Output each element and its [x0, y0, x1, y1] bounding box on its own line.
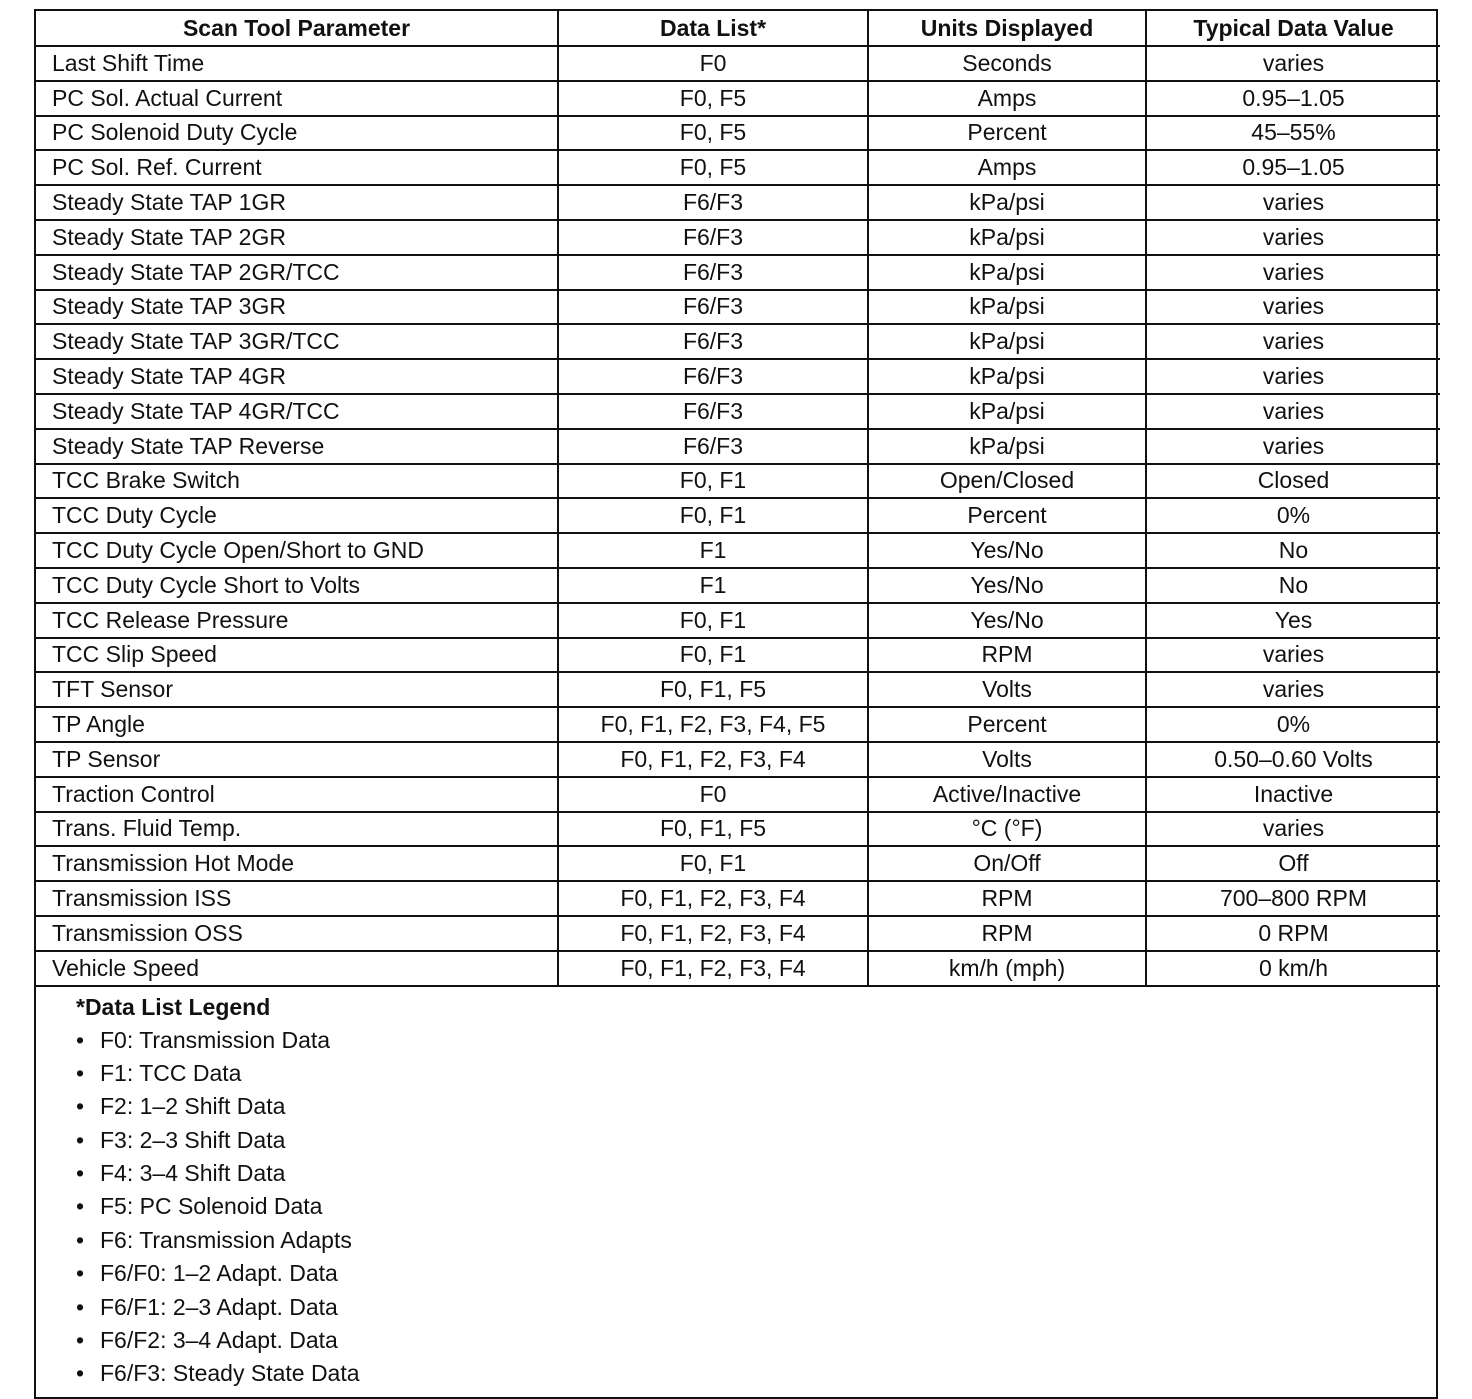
data-list-cell: F6/F3	[558, 255, 868, 290]
typical-value-cell: 0.95–1.05	[1146, 150, 1440, 185]
param-cell: TCC Duty Cycle Open/Short to GND	[36, 533, 558, 568]
header-scan-tool-parameter: Scan Tool Parameter	[36, 11, 558, 46]
bullet-icon: •	[76, 1293, 85, 1320]
table-row	[36, 846, 1440, 881]
scan-tool-data-sheet	[34, 9, 1438, 1399]
table-row	[36, 707, 1440, 742]
table-row	[36, 916, 1440, 951]
typical-value-cell: 0.95–1.05	[1146, 81, 1440, 116]
typical-value-cell: varies	[1146, 638, 1440, 673]
header-row	[36, 11, 1440, 46]
data-list-cell: F0, F1	[558, 638, 868, 673]
param-cell: Steady State TAP 4GR/TCC	[36, 394, 558, 429]
units-cell: Yes/No	[868, 568, 1146, 603]
data-list-cell: F1	[558, 533, 868, 568]
data-list-cell: F0, F1, F2, F3, F4, F5	[558, 707, 868, 742]
legend-item	[76, 1057, 1436, 1090]
data-list-cell: F0, F1, F2, F3, F4	[558, 881, 868, 916]
typical-value-cell: Closed	[1146, 464, 1440, 499]
table-row	[36, 638, 1440, 673]
units-cell: kPa/psi	[868, 220, 1146, 255]
table-row	[36, 290, 1440, 325]
typical-value-cell: Yes	[1146, 603, 1440, 638]
table-row	[36, 116, 1440, 151]
units-cell: RPM	[868, 916, 1146, 951]
units-cell: Open/Closed	[868, 464, 1146, 499]
data-list-cell: F6/F3	[558, 290, 868, 325]
units-cell: kPa/psi	[868, 290, 1146, 325]
param-cell: TCC Release Pressure	[36, 603, 558, 638]
bullet-icon: •	[76, 1026, 85, 1053]
units-cell: RPM	[868, 881, 1146, 916]
typical-value-cell: 0.50–0.60 Volts	[1146, 742, 1440, 777]
data-list-cell: F0, F1	[558, 498, 868, 533]
param-cell: Steady State TAP Reverse	[36, 429, 558, 464]
legend-item	[76, 1324, 1436, 1357]
table-row	[36, 533, 1440, 568]
bullet-icon: •	[76, 1126, 85, 1153]
table-row	[36, 185, 1440, 220]
param-cell: TCC Duty Cycle	[36, 498, 558, 533]
param-cell: Steady State TAP 1GR	[36, 185, 558, 220]
data-list-cell: F0, F1, F5	[558, 812, 868, 847]
data-list-cell: F0, F1, F5	[558, 672, 868, 707]
typical-value-cell: varies	[1146, 46, 1440, 81]
data-list-cell: F0, F1	[558, 603, 868, 638]
legend-item	[76, 1291, 1436, 1324]
table-row	[36, 324, 1440, 359]
typical-value-cell: varies	[1146, 185, 1440, 220]
param-cell: Steady State TAP 3GR	[36, 290, 558, 325]
typical-value-cell: varies	[1146, 255, 1440, 290]
param-cell: TCC Slip Speed	[36, 638, 558, 673]
header-units-displayed: Units Displayed	[868, 11, 1146, 46]
units-cell: RPM	[868, 638, 1146, 673]
typical-value-cell: varies	[1146, 672, 1440, 707]
table-row	[36, 359, 1440, 394]
units-cell: Yes/No	[868, 533, 1146, 568]
units-cell: kPa/psi	[868, 185, 1146, 220]
param-cell: Steady State TAP 3GR/TCC	[36, 324, 558, 359]
data-list-cell: F0	[558, 46, 868, 81]
table-row	[36, 881, 1440, 916]
legend-item-text: F5: PC Solenoid Data	[100, 1193, 323, 1220]
table-row	[36, 568, 1440, 603]
table-row	[36, 150, 1440, 185]
param-cell: Vehicle Speed	[36, 951, 558, 986]
legend-item-text: F6/F3: Steady State Data	[100, 1360, 360, 1387]
units-cell: °C (°F)	[868, 812, 1146, 847]
scan-tool-table	[36, 11, 1440, 987]
legend-item	[76, 1257, 1436, 1290]
table-body	[36, 46, 1440, 986]
legend-item	[76, 1357, 1436, 1390]
legend-item-text: F3: 2–3 Shift Data	[100, 1126, 286, 1153]
table-row	[36, 498, 1440, 533]
table-row	[36, 429, 1440, 464]
units-cell: Volts	[868, 672, 1146, 707]
units-cell: Percent	[868, 498, 1146, 533]
table-row	[36, 255, 1440, 290]
legend-list	[76, 1024, 1436, 1391]
data-list-cell: F1	[558, 568, 868, 603]
table-row	[36, 46, 1440, 81]
legend-item-text: F6/F1: 2–3 Adapt. Data	[100, 1293, 338, 1320]
table-row	[36, 394, 1440, 429]
typical-value-cell: No	[1146, 568, 1440, 603]
param-cell: PC Sol. Ref. Current	[36, 150, 558, 185]
param-cell: Traction Control	[36, 777, 558, 812]
data-list-cell: F0, F1, F2, F3, F4	[558, 951, 868, 986]
data-list-cell: F0, F1, F2, F3, F4	[558, 742, 868, 777]
legend-item	[76, 1190, 1436, 1223]
bullet-icon: •	[76, 1226, 85, 1253]
param-cell: Last Shift Time	[36, 46, 558, 81]
units-cell: Percent	[868, 116, 1146, 151]
param-cell: Transmission Hot Mode	[36, 846, 558, 881]
units-cell: On/Off	[868, 846, 1146, 881]
bullet-icon: •	[76, 1093, 85, 1120]
legend-item	[76, 1124, 1436, 1157]
table-row	[36, 603, 1440, 638]
param-cell: Steady State TAP 2GR	[36, 220, 558, 255]
typical-value-cell: varies	[1146, 359, 1440, 394]
typical-value-cell: varies	[1146, 812, 1440, 847]
data-list-cell: F0, F5	[558, 150, 868, 185]
bullet-icon: •	[76, 1193, 85, 1220]
units-cell: kPa/psi	[868, 359, 1146, 394]
typical-value-cell: 0 RPM	[1146, 916, 1440, 951]
table-row	[36, 951, 1440, 986]
typical-value-cell: varies	[1146, 290, 1440, 325]
units-cell: Amps	[868, 81, 1146, 116]
legend-item-text: F4: 3–4 Shift Data	[100, 1160, 286, 1187]
typical-value-cell: varies	[1146, 429, 1440, 464]
param-cell: TCC Duty Cycle Short to Volts	[36, 568, 558, 603]
units-cell: Yes/No	[868, 603, 1146, 638]
header-data-list: Data List*	[558, 11, 868, 46]
table-row	[36, 81, 1440, 116]
data-list-legend	[36, 987, 1436, 1397]
legend-item-text: F2: 1–2 Shift Data	[100, 1093, 286, 1120]
typical-value-cell: No	[1146, 533, 1440, 568]
units-cell: Percent	[868, 707, 1146, 742]
units-cell: Volts	[868, 742, 1146, 777]
typical-value-cell: 0%	[1146, 498, 1440, 533]
data-list-cell: F6/F3	[558, 185, 868, 220]
typical-value-cell: 0 km/h	[1146, 951, 1440, 986]
legend-item-text: F0: Transmission Data	[100, 1026, 331, 1053]
param-cell: Steady State TAP 2GR/TCC	[36, 255, 558, 290]
typical-value-cell: varies	[1146, 394, 1440, 429]
param-cell: PC Sol. Actual Current	[36, 81, 558, 116]
legend-title: *Data List Legend	[76, 993, 271, 1020]
legend-item-text: F6/F2: 3–4 Adapt. Data	[100, 1327, 338, 1354]
table-row	[36, 742, 1440, 777]
units-cell: Active/Inactive	[868, 777, 1146, 812]
data-list-cell: F0	[558, 777, 868, 812]
legend-item	[76, 1157, 1436, 1190]
param-cell: Transmission OSS	[36, 916, 558, 951]
param-cell: TP Angle	[36, 707, 558, 742]
param-cell: TFT Sensor	[36, 672, 558, 707]
typical-value-cell: Inactive	[1146, 777, 1440, 812]
param-cell: Transmission ISS	[36, 881, 558, 916]
param-cell: TP Sensor	[36, 742, 558, 777]
legend-item-text: F6/F0: 1–2 Adapt. Data	[100, 1260, 338, 1287]
typical-value-cell: 45–55%	[1146, 116, 1440, 151]
param-cell: TCC Brake Switch	[36, 464, 558, 499]
units-cell: kPa/psi	[868, 324, 1146, 359]
bullet-icon: •	[76, 1260, 85, 1287]
param-cell: Steady State TAP 4GR	[36, 359, 558, 394]
typical-value-cell: varies	[1146, 220, 1440, 255]
data-list-cell: F0, F5	[558, 116, 868, 151]
data-list-cell: F6/F3	[558, 220, 868, 255]
data-list-cell: F6/F3	[558, 429, 868, 464]
typical-value-cell: varies	[1146, 324, 1440, 359]
data-list-cell: F6/F3	[558, 359, 868, 394]
bullet-icon: •	[76, 1327, 85, 1354]
legend-item-text: F6: Transmission Adapts	[100, 1226, 352, 1253]
table-row	[36, 672, 1440, 707]
table-row	[36, 777, 1440, 812]
bullet-icon: •	[76, 1360, 85, 1387]
units-cell: Seconds	[868, 46, 1146, 81]
units-cell: kPa/psi	[868, 394, 1146, 429]
table-row	[36, 464, 1440, 499]
typical-value-cell: 700–800 RPM	[1146, 881, 1440, 916]
units-cell: km/h (mph)	[868, 951, 1146, 986]
data-list-cell: F6/F3	[558, 324, 868, 359]
data-list-cell: F0, F1, F2, F3, F4	[558, 916, 868, 951]
legend-item-text: F1: TCC Data	[100, 1059, 242, 1086]
data-list-cell: F0, F5	[558, 81, 868, 116]
typical-value-cell: Off	[1146, 846, 1440, 881]
table-row	[36, 812, 1440, 847]
units-cell: kPa/psi	[868, 255, 1146, 290]
units-cell: Amps	[868, 150, 1146, 185]
legend-item	[76, 1090, 1436, 1123]
data-list-cell: F6/F3	[558, 394, 868, 429]
header-typical-data-value: Typical Data Value	[1146, 11, 1440, 46]
data-list-cell: F0, F1	[558, 464, 868, 499]
legend-item	[76, 1224, 1436, 1257]
table-row	[36, 220, 1440, 255]
units-cell: kPa/psi	[868, 429, 1146, 464]
data-list-cell: F0, F1	[558, 846, 868, 881]
bullet-icon: •	[76, 1160, 85, 1187]
param-cell: Trans. Fluid Temp.	[36, 812, 558, 847]
legend-item	[76, 1024, 1436, 1057]
bullet-icon: •	[76, 1059, 85, 1086]
param-cell: PC Solenoid Duty Cycle	[36, 116, 558, 151]
typical-value-cell: 0%	[1146, 707, 1440, 742]
